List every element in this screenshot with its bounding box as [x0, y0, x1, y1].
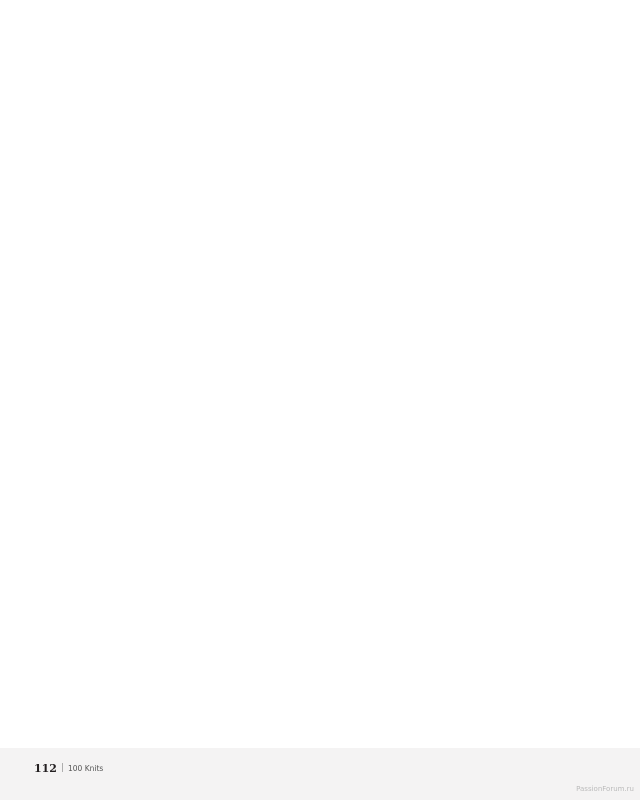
chart-legend: [357, 482, 597, 612]
watermark: PassionForum.ru: [576, 785, 634, 793]
book-title: 100 Knits: [68, 764, 104, 773]
folio-separator: |: [61, 763, 65, 773]
footer-band: [0, 748, 640, 800]
page-number: 112: [34, 762, 57, 775]
